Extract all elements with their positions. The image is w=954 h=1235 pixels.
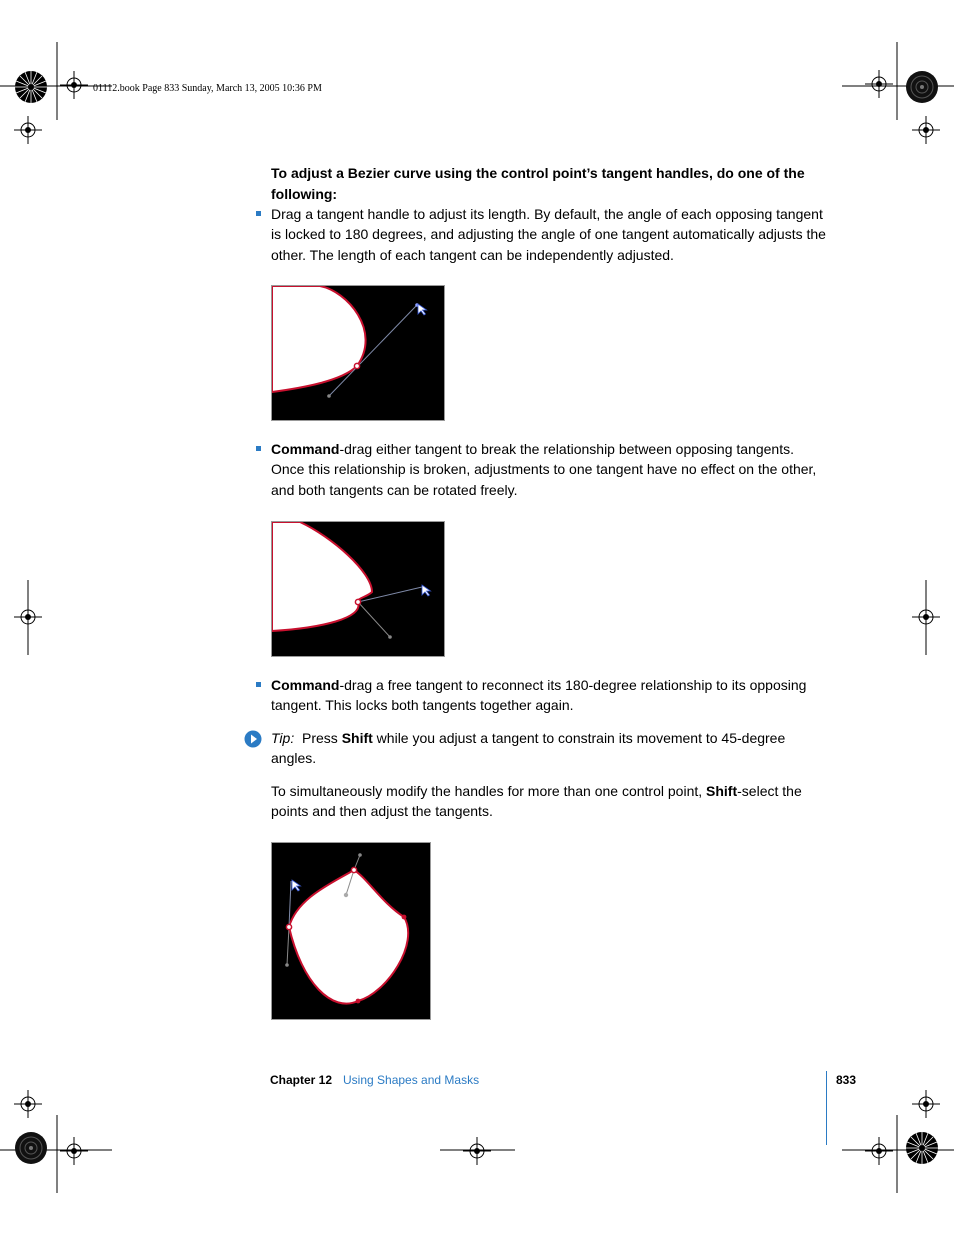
- tip-paragraph: [271, 728, 831, 769]
- bullet-3-key: Command: [271, 677, 340, 693]
- figure-broken-tangents: [272, 522, 444, 656]
- tip-label: Tip:: [271, 730, 295, 746]
- bullet-marker: [256, 682, 261, 687]
- tip-pre: Press: [302, 730, 342, 746]
- bullet-2-key: Command: [271, 441, 340, 457]
- figure-multiple-points: [272, 843, 430, 1019]
- body-paragraph: [271, 781, 831, 822]
- footer-divider: [826, 1071, 827, 1145]
- footer-chapter: Chapter 12: [270, 1073, 333, 1087]
- bullet-3-text: -drag a free tangent to reconnect its 180-degree relationship to its opposing tangent. This locks both tangents together again.: [271, 677, 807, 714]
- bullet-item-1: [271, 204, 831, 265]
- page-number: 833: [836, 1073, 857, 1087]
- tip-arrow-icon: [244, 730, 262, 748]
- bullet-item-2: [271, 439, 831, 500]
- body-key: Shift: [706, 783, 738, 799]
- procedure-heading: To adjust a Bezier curve using the control point’s tangent handles, do one of the following:: [271, 165, 805, 202]
- bullet-item-3: [271, 675, 831, 716]
- bullet-2-text: -drag either tangent to break the relationship between opposing tangents. Once this relationship is broken, adjustments to one tangent have no effect on the other, and both tangents can be rotated freely.: [271, 441, 817, 498]
- footer-chapter-title: Using Shapes and Masks: [343, 1073, 480, 1087]
- bullet-1-text: Drag a tangent handle to adjust its length. By default, the angle of each opposing tangent is locked to 180 degrees, and adjusting the angle of one tangent automatically adjusts the other. The length of each tangent can be independently adjusted.: [271, 206, 826, 263]
- tip-key: Shift: [341, 730, 373, 746]
- bullet-marker: [256, 446, 261, 451]
- print-slug: 01112.book Page 833 Sunday, March 13, 2005 10:36 PM: [93, 83, 322, 94]
- body-post: -select the points and then adjust the tangents.: [271, 783, 802, 820]
- bullet-marker: [256, 211, 261, 216]
- tip-post: while you adjust a tangent to constrain its movement to 45-degree angles.: [271, 730, 786, 767]
- figure-tangent-length: [272, 286, 444, 420]
- body-pre: To simultaneously modify the handles for more than one control point,: [271, 783, 707, 799]
